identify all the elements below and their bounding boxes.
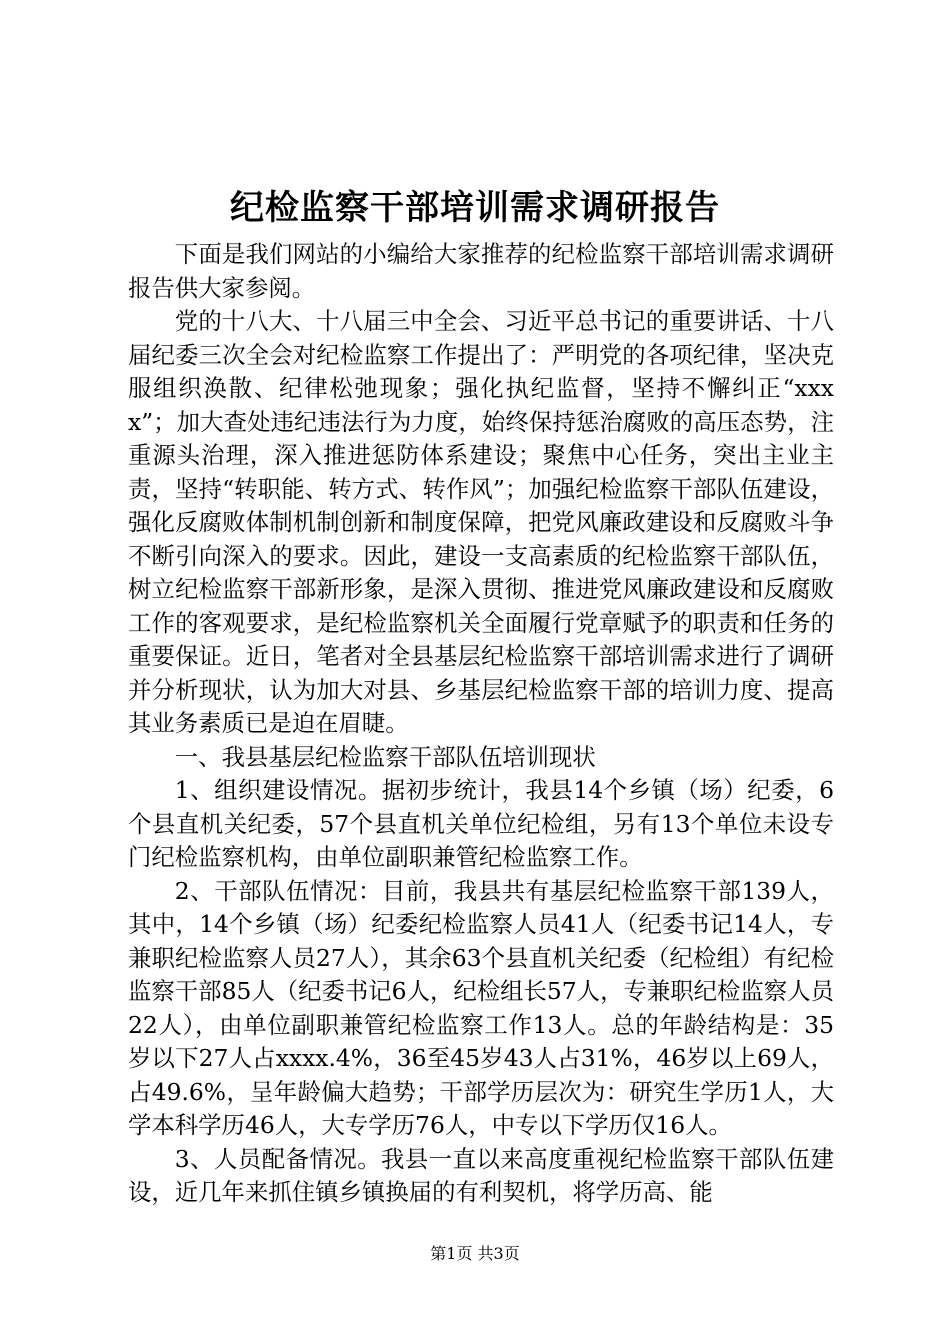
paragraph-staffing: 3、人员配备情况。我县一直以来高度重视纪检监察干部队伍建设，近几年来抓住镇乡镇换届的有利契机，将学历高、能 — [128, 1144, 834, 1206]
paragraph-organization: 1、组织建设情况。据初步统计，我县14个乡镇（场）纪委，6个县直机关纪委，57个县直机关单位纪检组，另有13个单位未设专门纪检监察机构，由单位副职兼管纪检监察工作。 — [128, 776, 834, 871]
section-heading-1: 一、我县基层纪检监察干部队伍培训现状 — [174, 742, 596, 771]
document-title: 纪检监察干部培训需求调研报告 — [230, 188, 720, 228]
page-number-footer: 第1页 共3页 — [430, 1244, 520, 1263]
paragraph-staff: 2、干部队伍情况：目前，我县共有基层纪检监察干部139人，其中，14个乡镇（场）纪委纪检监察人员41人（纪委书记14人，专兼职纪检监察人员27人），其余63个县直机关纪委（纪检组）有纪检监察干部85人（纪委书记6人，纪检组长57人，专兼职纪检监察人员22人），由单位副职兼管纪检监察工作13人。总的年龄结构是：35岁以下27人占xxxx.4%，36至45岁43人占31%，46岁以上69人，占49.6%，呈年龄偏大趋势；干部学历层次为：研究生学历1人，大学本科学历46人，大专学历76人，中专以下学历仅16人。 — [128, 876, 834, 1139]
document-body — [128, 238, 834, 1210]
paragraph-intro: 下面是我们网站的小编给大家推荐的纪检监察干部培训需求调研报告供大家参阅。 — [128, 240, 834, 302]
paragraph-background: 党的十八大、十八届三中全会、习近平总书记的重要讲话、十八届纪委三次全会对纪检监察工作提出了：严明党的各项纪律，坚决克服组织涣散、纪律松弛现象；强化执纪监督，坚持不懈纠正“xxxx”；加大查处违纪违法行为力度，始终保持惩治腐败的高压态势，注重源头治理，深入推进惩防体系建设；聚焦中心任务，突出主业主责，坚持“转职能、转方式、转作风”；加强纪检监察干部队伍建设，强化反腐败体制机制创新和制度保障，把党风廉政建设和反腐败斗争不断引向深入的要求。因此，建设一支高素质的纪检监察干部队伍，树立纪检监察干部新形象，是深入贯彻、推进党风廉政建设和反腐败工作的客观要求，是纪检监察机关全面履行党章赋予的职责和任务的重要保证。近日，笔者对全县基层纪检监察干部培训需求进行了调研并分析现状，认为加大对县、乡基层纪检监察干部的培训力度、提高其业务素质已是迫在眉睫。 — [128, 307, 834, 737]
